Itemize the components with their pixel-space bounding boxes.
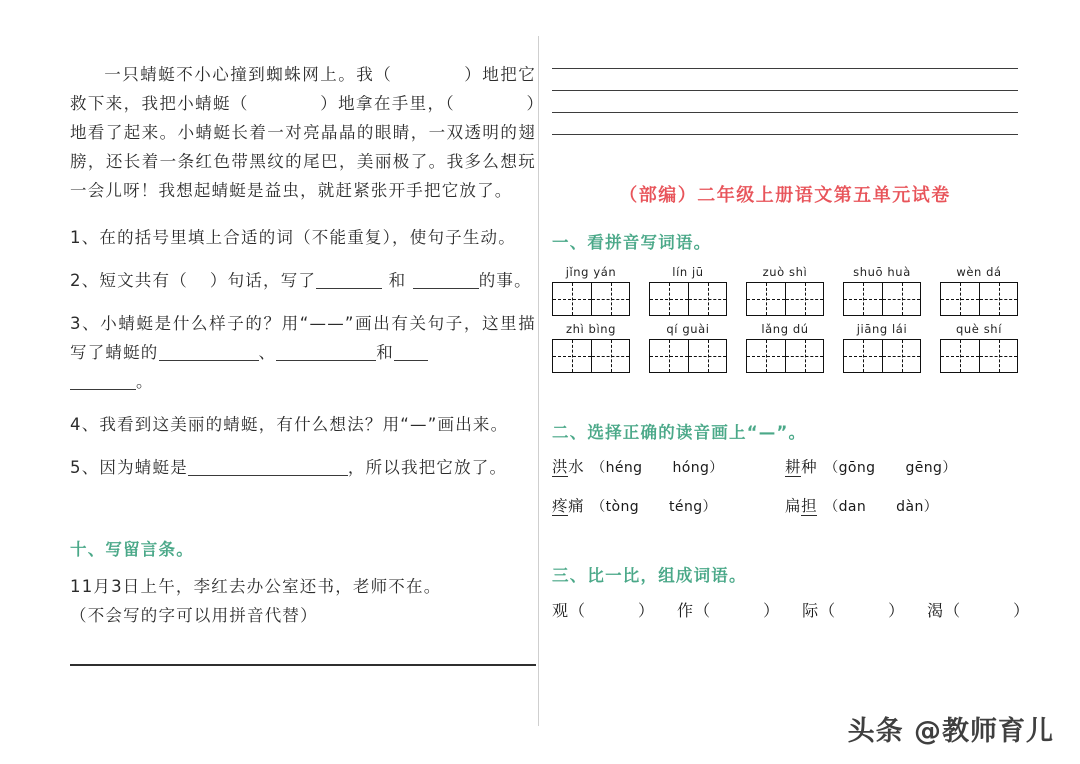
section-spacer bbox=[70, 496, 536, 536]
question-1 bbox=[70, 223, 536, 252]
ruled-line[interactable] bbox=[552, 68, 1018, 69]
section-ten-prompt-line-2: （不会写的字可以用拼音代替） bbox=[70, 606, 318, 625]
question-1-text: 在的括号里填上合适的词（不能重复），使句子生动。 bbox=[99, 228, 516, 247]
pinyin-label: lǎng dú bbox=[761, 322, 809, 336]
word-close-paren: ） bbox=[1013, 601, 1031, 620]
choice-options bbox=[591, 499, 717, 515]
tianzige-box[interactable] bbox=[649, 282, 727, 316]
word-formation-char: 观 bbox=[552, 601, 570, 620]
page-column-divider bbox=[538, 36, 539, 726]
tianzige-cell[interactable] bbox=[882, 283, 920, 315]
choice-open-paren: （ bbox=[824, 460, 839, 476]
section-spacer bbox=[552, 522, 1018, 562]
question-5-blank[interactable] bbox=[188, 460, 348, 476]
choice-option-a[interactable]: gōng bbox=[838, 460, 876, 476]
choice-word bbox=[785, 455, 817, 477]
choice-option-b[interactable]: hóng bbox=[672, 460, 710, 476]
pinyin-label: qí guài bbox=[666, 322, 710, 336]
choice-word-prefix: 扁 bbox=[785, 497, 802, 515]
question-5-text-b: ，所以我把它放了。 bbox=[347, 458, 508, 477]
choice-item[interactable] bbox=[552, 494, 785, 516]
tianzige-cell[interactable] bbox=[553, 283, 591, 315]
pinyin-label: wèn dá bbox=[956, 265, 1002, 279]
question-4 bbox=[70, 410, 536, 439]
choice-item[interactable] bbox=[552, 455, 785, 477]
pinyin-word-group bbox=[746, 322, 824, 373]
ruled-line[interactable] bbox=[552, 134, 1018, 135]
choice-close-paren: ） bbox=[923, 499, 939, 515]
tianzige-box[interactable] bbox=[746, 339, 824, 373]
watermark: 头条 @教师育儿 bbox=[847, 716, 1054, 747]
word-open-paren: （ bbox=[694, 601, 712, 620]
choice-word-rest: 痛 bbox=[568, 497, 585, 515]
question-2 bbox=[70, 266, 536, 295]
tianzige-box[interactable] bbox=[940, 339, 1018, 373]
question-3-number: 3、 bbox=[70, 314, 101, 333]
tianzige-cell[interactable] bbox=[688, 283, 726, 315]
word-formation-item[interactable] bbox=[802, 598, 905, 621]
ruled-line[interactable] bbox=[552, 112, 1018, 113]
choice-close-paren: ） bbox=[709, 460, 724, 476]
tianzige-cell[interactable] bbox=[882, 340, 920, 372]
pinyin-grid-row-1 bbox=[552, 265, 1018, 316]
question-2-blank-2[interactable] bbox=[413, 273, 479, 289]
pinyin-label: zuò shì bbox=[762, 265, 808, 279]
answer-rule-bottom bbox=[70, 664, 536, 666]
choice-options bbox=[824, 499, 938, 515]
pinyin-choice-grid bbox=[552, 455, 1018, 516]
word-formation-char: 作 bbox=[677, 601, 695, 620]
question-1-number: 1、 bbox=[70, 228, 100, 247]
pinyin-word-group bbox=[649, 265, 727, 316]
choice-option-a[interactable]: dan bbox=[838, 499, 867, 515]
choice-options bbox=[824, 460, 957, 476]
answer-ruled-lines bbox=[552, 68, 1018, 135]
ruled-line[interactable] bbox=[552, 90, 1018, 91]
choice-word bbox=[785, 494, 817, 516]
word-formation-char: 渴 bbox=[927, 601, 945, 620]
tianzige-cell[interactable] bbox=[785, 340, 823, 372]
pinyin-word-group bbox=[746, 265, 824, 316]
section-heading-one: 一、看拼音写词语。 bbox=[552, 233, 712, 252]
question-3-text-b: 。 bbox=[136, 372, 154, 391]
tianzige-cell[interactable] bbox=[747, 283, 785, 315]
choice-item[interactable] bbox=[785, 494, 1018, 516]
choice-open-paren: （ bbox=[824, 499, 839, 515]
tianzige-cell[interactable] bbox=[747, 340, 785, 372]
tianzige-box[interactable] bbox=[940, 282, 1018, 316]
choice-word-underlined-char: 洪 bbox=[552, 458, 569, 476]
word-formation-item[interactable] bbox=[552, 598, 655, 621]
tianzige-cell[interactable] bbox=[844, 283, 882, 315]
choice-close-paren: ） bbox=[702, 499, 717, 515]
tianzige-cell[interactable] bbox=[650, 283, 688, 315]
question-2-number: 2、 bbox=[70, 271, 100, 290]
exam-title: （部编）二年级上册语文第五单元试卷 bbox=[619, 185, 951, 206]
choice-open-paren: （ bbox=[591, 499, 606, 515]
tianzige-cell[interactable] bbox=[591, 340, 629, 372]
word-formation-row bbox=[552, 598, 1031, 621]
tianzige-cell[interactable] bbox=[844, 340, 882, 372]
pinyin-label: què shí bbox=[956, 322, 1002, 336]
word-formation-char: 际 bbox=[802, 601, 820, 620]
tianzige-cell[interactable] bbox=[591, 283, 629, 315]
choice-option-b[interactable]: gēng bbox=[905, 460, 943, 476]
choice-word-underlined-char: 耕 bbox=[785, 458, 802, 476]
section-spacer bbox=[552, 379, 1018, 419]
section-ten-prompt bbox=[70, 572, 536, 630]
tianzige-cell[interactable] bbox=[553, 340, 591, 372]
question-3 bbox=[70, 309, 536, 396]
word-formation-item[interactable] bbox=[677, 598, 780, 621]
question-2-text-b: ）句话，写了 bbox=[209, 271, 317, 290]
right-column bbox=[552, 60, 1031, 700]
question-3-joiner-1: 、 bbox=[258, 343, 277, 362]
choice-close-paren: ） bbox=[942, 460, 957, 476]
question-4-text: 我看到这美丽的蜻蜓，有什么想法？用“—”画出来。 bbox=[99, 415, 509, 434]
tianzige-box[interactable] bbox=[649, 339, 727, 373]
question-2-text-d: 的事。 bbox=[478, 271, 532, 290]
pinyin-word-group bbox=[843, 265, 921, 316]
word-close-paren: ） bbox=[763, 601, 781, 620]
tianzige-box[interactable] bbox=[746, 282, 824, 316]
left-column bbox=[70, 60, 536, 700]
question-2-text-a: 短文共有（ bbox=[99, 271, 188, 290]
pinyin-label: shuō huà bbox=[853, 265, 911, 279]
question-3-blank-3a[interactable] bbox=[394, 345, 428, 361]
pinyin-word-group bbox=[940, 265, 1018, 316]
choice-word-underlined-char: 担 bbox=[801, 497, 818, 515]
choice-word-underlined-char: 疼 bbox=[552, 497, 569, 515]
word-open-paren: （ bbox=[944, 601, 962, 620]
pinyin-word-group bbox=[552, 265, 630, 316]
question-2-text-c: 和 bbox=[388, 271, 407, 290]
word-open-paren: （ bbox=[569, 601, 587, 620]
tianzige-cell[interactable] bbox=[650, 340, 688, 372]
choice-options bbox=[591, 460, 723, 476]
tianzige-box[interactable] bbox=[552, 339, 630, 373]
pinyin-label: jǐng yán bbox=[565, 265, 617, 279]
choice-item[interactable] bbox=[785, 455, 1018, 477]
tianzige-cell[interactable] bbox=[979, 340, 1017, 372]
section-ten-prompt-line-1: 11月3日上午，李红去办公室还书，老师不在。 bbox=[70, 577, 442, 596]
pinyin-label: lín jū bbox=[672, 265, 704, 279]
tianzige-box[interactable] bbox=[843, 339, 921, 373]
tianzige-cell[interactable] bbox=[941, 283, 979, 315]
tianzige-box[interactable] bbox=[552, 282, 630, 316]
choice-option-b[interactable]: dàn bbox=[896, 499, 924, 515]
section-heading-ten: 十、写留言条。 bbox=[70, 540, 194, 559]
tianzige-box[interactable] bbox=[843, 282, 921, 316]
word-open-paren: （ bbox=[819, 601, 837, 620]
choice-word bbox=[552, 494, 584, 516]
question-3-joiner-2: 和 bbox=[376, 343, 394, 362]
passage-text: 一只蜻蜓不小心撞到蜘蛛网上。我（ ）地把它救下来，我把小蜻蜓（ ）地拿在手里，（ ）地看了起来。小蜻蜓长着一对亮晶晶的眼睛，一双透明的翅膀，还长着一条红色带黑纹的尾巴，美丽极了。我多么想玩一会儿呀！我想起蜻蜓是益虫，就赶紧张开手把它放了。 bbox=[70, 65, 536, 200]
pinyin-word-group bbox=[552, 322, 630, 373]
pinyin-label: zhì bìng bbox=[565, 322, 617, 336]
choice-option-a[interactable]: héng bbox=[605, 460, 643, 476]
question-4-number: 4、 bbox=[70, 415, 100, 434]
tianzige-cell[interactable] bbox=[785, 283, 823, 315]
pinyin-label: jiāng lái bbox=[856, 322, 908, 336]
question-5 bbox=[70, 453, 536, 482]
question-5-number: 5、 bbox=[70, 458, 100, 477]
question-2-blank-1[interactable] bbox=[316, 273, 382, 289]
choice-option-b[interactable]: téng bbox=[669, 499, 703, 515]
word-close-paren: ） bbox=[638, 601, 656, 620]
section-heading-two: 二、选择正确的读音画上“—”。 bbox=[552, 423, 807, 442]
pinyin-grid-row-2 bbox=[552, 322, 1018, 373]
pinyin-word-group bbox=[649, 322, 727, 373]
question-5-text-a: 因为蜻蜓是 bbox=[99, 458, 188, 477]
question-3-blank-3b[interactable] bbox=[70, 374, 136, 390]
question-3-blank-1[interactable] bbox=[159, 345, 259, 361]
choice-open-paren: （ bbox=[591, 460, 606, 476]
pinyin-word-group bbox=[940, 322, 1018, 373]
word-formation-item[interactable] bbox=[927, 598, 1030, 621]
choice-option-a[interactable]: tòng bbox=[605, 499, 640, 515]
choice-word-rest: 种 bbox=[801, 458, 818, 476]
pinyin-word-group bbox=[843, 322, 921, 373]
question-3-text-a: 小蜻蜓是什么样子的？用“——”画出有关句子，这里描写了蜻蜓的 bbox=[70, 314, 536, 362]
tianzige-cell[interactable] bbox=[979, 283, 1017, 315]
tianzige-cell[interactable] bbox=[688, 340, 726, 372]
word-close-paren: ） bbox=[888, 601, 906, 620]
choice-word bbox=[552, 455, 584, 477]
section-heading-three: 三、比一比，组成词语。 bbox=[552, 566, 747, 585]
choice-word-rest: 水 bbox=[568, 458, 585, 476]
tianzige-cell[interactable] bbox=[941, 340, 979, 372]
reading-passage bbox=[70, 60, 536, 205]
question-3-blank-2[interactable] bbox=[276, 345, 376, 361]
